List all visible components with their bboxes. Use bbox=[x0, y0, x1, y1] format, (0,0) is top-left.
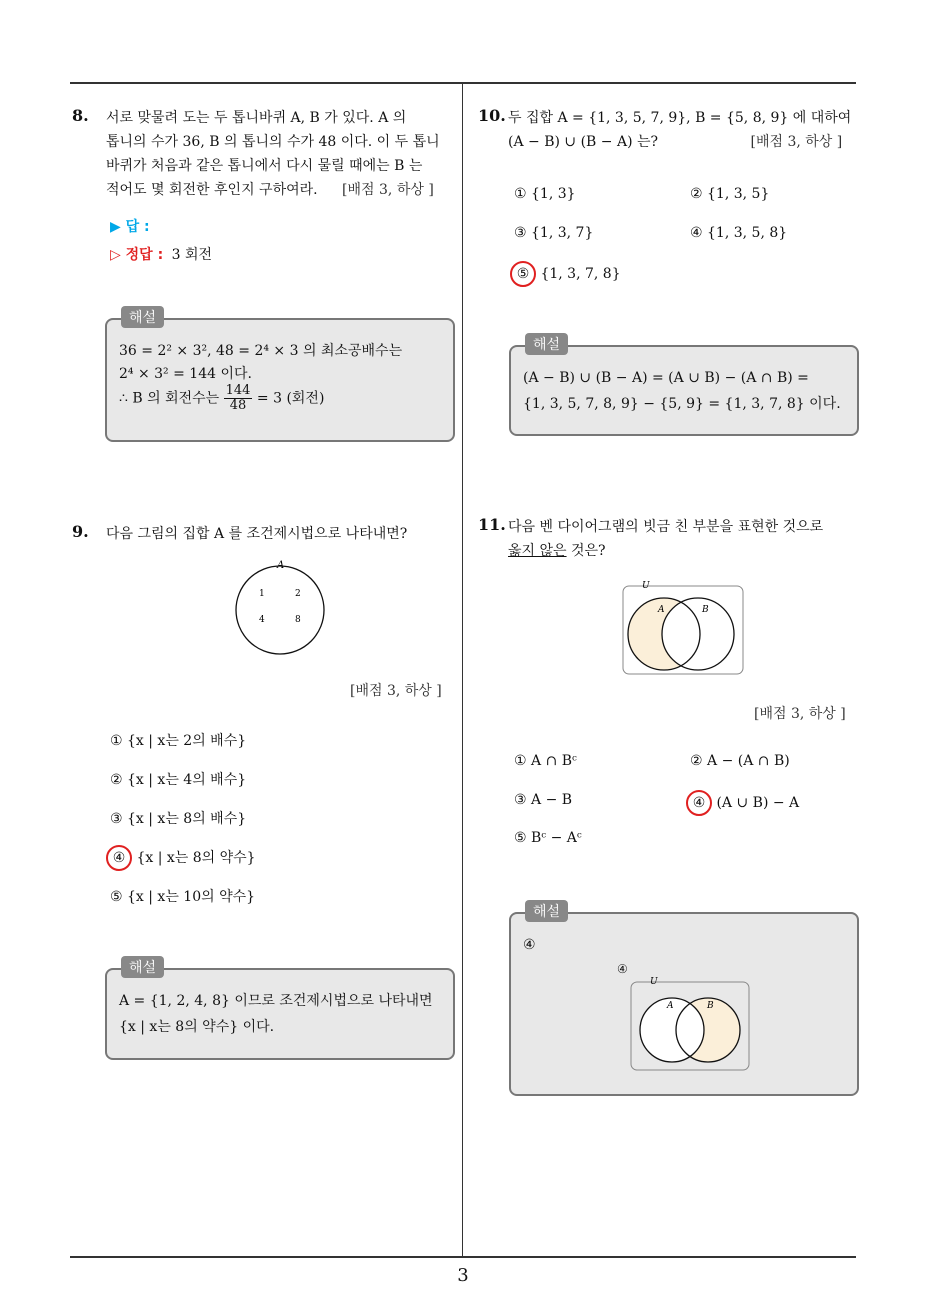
question-text-line: 서로 맞물려 도는 두 톱니바퀴 A, B 가 있다. A 의 bbox=[106, 110, 407, 126]
choice-mark: ③ bbox=[110, 811, 123, 827]
choice-text: {x | x는 10의 약수} bbox=[127, 889, 256, 905]
question-text: 다음 그림의 집합 A 를 조건제시법으로 나타내면? bbox=[106, 526, 408, 542]
explanation-line bbox=[119, 384, 402, 413]
set-label: A bbox=[277, 560, 285, 571]
explanation-tag: 해설 bbox=[121, 956, 164, 978]
universe-label: U bbox=[650, 977, 658, 987]
question-text-line bbox=[106, 178, 440, 202]
choice-1[interactable] bbox=[514, 753, 577, 769]
explanation-answer: ④ bbox=[523, 937, 536, 953]
choice-text: Bᶜ − Aᶜ bbox=[531, 830, 582, 846]
choice-text: A ∩ Bᶜ bbox=[531, 753, 577, 769]
choice-5-correct[interactable] bbox=[514, 261, 621, 287]
question-text-line: 톱니의 수가 36, B 의 톱니의 수가 48 이다. 이 두 톱니 bbox=[106, 134, 440, 150]
choice-5[interactable] bbox=[110, 886, 255, 906]
choice-mark: ⑤ bbox=[514, 830, 527, 846]
choice-3[interactable] bbox=[514, 792, 572, 808]
question-text-line: 두 집합 A = {1, 3, 5, 7, 9}, B = {5, 8, 9} 에 대하여 bbox=[508, 110, 852, 126]
choice-text: {1, 3, 5, 8} bbox=[707, 225, 788, 241]
choice-4-correct[interactable] bbox=[690, 790, 799, 816]
question-text-line bbox=[508, 539, 823, 563]
venn-diagram-explanation bbox=[630, 974, 752, 1072]
venn-diagram-question bbox=[622, 578, 744, 676]
column-divider bbox=[462, 82, 463, 1257]
explanation-tag: 해설 bbox=[121, 306, 164, 328]
choice-mark: ⑤ bbox=[110, 889, 123, 905]
choice-mark: ③ bbox=[514, 225, 527, 241]
choice-text: {x | x는 2의 배수} bbox=[127, 733, 247, 749]
choice-5[interactable] bbox=[514, 830, 582, 846]
explanation-text: = 3 (회전) bbox=[256, 390, 325, 407]
score-label: [배점 3, 하상 ] bbox=[350, 683, 442, 699]
set-circle bbox=[236, 566, 324, 654]
choice-mark: ① bbox=[514, 186, 527, 202]
set-b-label: B bbox=[707, 1001, 714, 1011]
choice-text: {1, 3, 5} bbox=[707, 186, 770, 202]
question-text-tail: 적어도 몇 회전한 후인지 구하여라. bbox=[106, 182, 318, 198]
explanation-tag: 해설 bbox=[525, 900, 568, 922]
choice-3[interactable] bbox=[514, 225, 593, 241]
correct-label: ▷ 정답 : bbox=[110, 247, 164, 263]
set-element: 8 bbox=[295, 615, 301, 625]
choice-text: A − (A ∩ B) bbox=[707, 753, 790, 769]
choice-text: {1, 3, 7, 8} bbox=[540, 266, 621, 282]
choice-text: {x | x는 8의 배수} bbox=[127, 811, 247, 827]
question-number: 9. bbox=[72, 522, 89, 541]
choice-text: (A ∪ B) − A bbox=[716, 795, 800, 811]
score-label: [배점 3, 하상 ] bbox=[754, 706, 846, 722]
set-a-label: A bbox=[658, 605, 665, 615]
question-text-tail: (A − B) ∪ (B − A) 는? bbox=[508, 134, 659, 150]
fraction-denominator: 48 bbox=[229, 398, 247, 413]
explanation-box-q9 bbox=[105, 960, 455, 1060]
choice-mark: ① bbox=[514, 753, 527, 769]
explanation-box-q8 bbox=[105, 310, 455, 442]
choice-4[interactable] bbox=[690, 225, 787, 241]
correct-circle-mark: ⑤ bbox=[510, 261, 536, 287]
score-label: [배점 3, 하상 ] bbox=[342, 182, 434, 198]
set-a-diagram bbox=[230, 556, 330, 656]
choice-3[interactable] bbox=[110, 808, 246, 828]
question-number: 8. bbox=[72, 106, 89, 125]
set-a-label: A bbox=[667, 1001, 674, 1011]
answer-label: ▶ 답 : bbox=[110, 219, 150, 235]
explanation-line: {x | x는 8의 약수} 이다. bbox=[119, 1019, 275, 1035]
set-element: 4 bbox=[259, 615, 265, 625]
choice-mark: ③ bbox=[514, 792, 527, 808]
top-rule bbox=[70, 82, 856, 84]
set-b-label: B bbox=[702, 605, 709, 615]
choice-mark: ② bbox=[690, 753, 703, 769]
question-text-line: 바퀴가 처음과 같은 톱니에서 다시 물릴 때에는 B 는 bbox=[106, 158, 423, 174]
explanation-line: 2⁴ × 3² = 144 이다. bbox=[119, 366, 252, 382]
choice-2[interactable] bbox=[110, 769, 246, 789]
question-text-tail: 것은? bbox=[566, 543, 606, 559]
choice-mark: ② bbox=[110, 772, 123, 788]
fraction bbox=[224, 384, 253, 413]
fraction-numerator: 144 bbox=[225, 383, 251, 398]
set-element: 1 bbox=[259, 589, 265, 599]
choice-4-correct[interactable] bbox=[110, 845, 256, 871]
explanation-box-q10 bbox=[509, 337, 859, 436]
question-number: 11. bbox=[478, 515, 506, 534]
explanation-line: 36 = 2² × 3², 48 = 2⁴ × 3 의 최소공배수는 bbox=[119, 343, 403, 359]
set-element: 2 bbox=[295, 589, 301, 599]
question-number: 10. bbox=[478, 106, 506, 125]
explanation-diagram-mark: ④ bbox=[617, 962, 628, 976]
choice-text: {1, 3, 7} bbox=[531, 225, 594, 241]
choice-2[interactable] bbox=[690, 753, 790, 769]
choice-1[interactable] bbox=[514, 186, 576, 202]
choice-text: {x | x는 4의 배수} bbox=[127, 772, 247, 788]
underlined-emphasis: 옳지 않은 bbox=[508, 543, 567, 559]
explanation-text: ∴ B 의 회전수는 bbox=[119, 390, 220, 407]
choice-text: {1, 3} bbox=[531, 186, 576, 202]
correct-circle-mark: ④ bbox=[686, 790, 712, 816]
explanation-tag: 해설 bbox=[525, 333, 568, 355]
choice-text: A − B bbox=[531, 792, 573, 808]
universe-label: U bbox=[642, 581, 650, 591]
score-label: [배점 3, 하상 ] bbox=[750, 134, 843, 150]
explanation-line: (A − B) ∪ (B − A) = (A ∪ B) − (A ∩ B) = bbox=[523, 370, 809, 386]
choice-mark: ④ bbox=[690, 225, 703, 241]
choice-text: {x | x는 8의 약수} bbox=[136, 850, 256, 866]
choice-mark: ① bbox=[110, 733, 123, 749]
explanation-line: {1, 3, 5, 7, 8, 9} − {5, 9} = {1, 3, 7, 8} 이다. bbox=[523, 396, 841, 412]
correct-circle-mark: ④ bbox=[106, 845, 132, 871]
question-text-line bbox=[508, 130, 851, 154]
choice-1[interactable] bbox=[110, 730, 246, 750]
choice-mark: ② bbox=[690, 186, 703, 202]
question-text-line: 다음 벤 다이어그램의 빗금 친 부분을 표현한 것으로 bbox=[508, 519, 824, 535]
bottom-rule bbox=[70, 1256, 856, 1258]
choice-2[interactable] bbox=[690, 186, 769, 202]
correct-answer bbox=[110, 244, 212, 264]
correct-value: 3 회전 bbox=[171, 247, 213, 263]
page-number: 3 bbox=[457, 1265, 469, 1286]
explanation-line: A = {1, 2, 4, 8} 이므로 조건제시법으로 나타내면 bbox=[119, 993, 433, 1009]
